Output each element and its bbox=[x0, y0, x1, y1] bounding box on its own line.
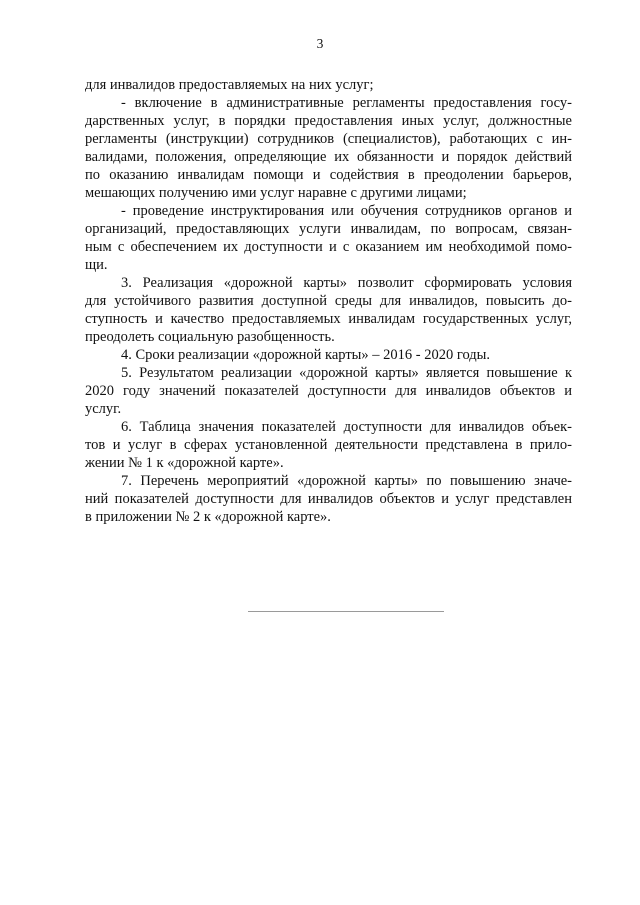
text-line: ным с обеспечением их доступности и с оказанием им необходимой помо- bbox=[85, 239, 572, 255]
text-line: для устойчивого развития доступной среды для инвалидов, повысить до- bbox=[85, 293, 572, 309]
text-line: 5. Результатом реализации «дорожной карты» является повышение к bbox=[121, 365, 572, 381]
text-line: дарственных услуг, в порядки предоставления иных услуг, должностные bbox=[85, 113, 572, 129]
text-line: 6. Таблица значения показателей доступности для инвалидов объек- bbox=[121, 419, 572, 435]
text-line: по оказанию инвалидам помощи и содействия в преодолении барьеров, bbox=[85, 167, 572, 183]
text-line: - проведение инструктирования или обучения сотрудников органов и bbox=[121, 203, 572, 219]
text-line: преодолеть социальную разобщенность. bbox=[85, 329, 335, 345]
text-line: ний показателей доступности для инвалидов объектов и услуг представлен bbox=[85, 491, 572, 507]
text-line: жении № 1 к «дорожной карте». bbox=[85, 455, 284, 471]
text-line: в приложении № 2 к «дорожной карте». bbox=[85, 509, 331, 525]
text-line: 3. Реализация «дорожной карты» позволит сформировать условия bbox=[121, 275, 572, 291]
text-line: организаций, предоставляющих услуги инвалидам, по вопросам, связан- bbox=[85, 221, 572, 237]
text-line: услуг. bbox=[85, 401, 122, 417]
text-line: 2020 году значений показателей доступности для инвалидов объектов и bbox=[85, 383, 572, 399]
separator-line bbox=[248, 611, 444, 612]
text-line: регламенты (инструкции) сотрудников (специалистов), работающих с ин- bbox=[85, 131, 572, 147]
text-line: валидами, положения, определяющие их обязанности и порядок действий bbox=[85, 149, 572, 165]
document-body bbox=[85, 76, 572, 526]
text-line: ступность и качество предоставляемых инвалидам государственных услуг, bbox=[85, 311, 572, 327]
text-line: тов и услуг в сферах установленной деятельности представлена в прило- bbox=[85, 437, 572, 453]
page-number: 3 bbox=[316, 36, 324, 51]
text-line: щи. bbox=[85, 257, 108, 273]
text-line: мешающих получению ими услуг наравне с другими лицами; bbox=[85, 185, 467, 201]
text-line: - включение в административные регламенты предоставления госу- bbox=[121, 95, 572, 111]
text-line: 7. Перечень мероприятий «дорожной карты» по повышению значе- bbox=[121, 473, 572, 489]
text-line: для инвалидов предоставляемых на них услуг; bbox=[85, 77, 374, 93]
text-line: 4. Сроки реализации «дорожной карты» – 2016 - 2020 годы. bbox=[121, 347, 491, 363]
